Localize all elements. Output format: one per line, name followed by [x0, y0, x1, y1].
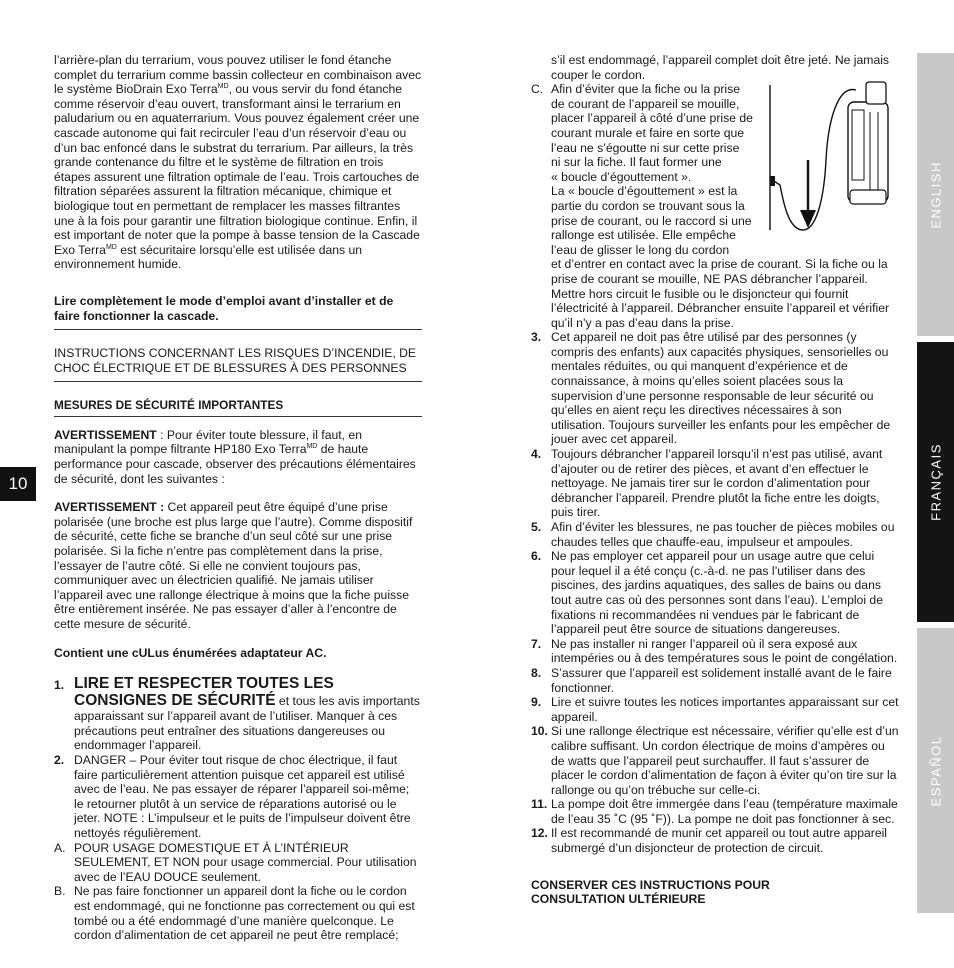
- list-item-a: A. POUR USAGE DOMESTIQUE ET À L’INTÉRIEUR SEULEMENT, ET NON pour usage commercial. Pour utilisation avec de l’EAU DOUCE seulement.: [54, 840, 417, 884]
- list-item: [531, 447, 899, 520]
- list-item-text: Ne pas employer cet appareil pour un usage autre que celui pour lequel il a été conçu (c.-à-d. ne pas l’utiliser dans des piscines, des jardins aquatiques, des salles de bains ou dans tout autre cas où des personnes sont dans l’eau). L’emploi de fixations ni recommandées ni vendues par le fabricant de l’appareil peut être source de situations dangereuses.: [551, 549, 883, 637]
- list-item-1: 1. LIRE ET RESPECTER TOUTES LES CONSIGNES DE SÉCURITÉ et tous les avis importants apparaissant sur l’appareil avant de l’utiliser. Manquer à ces précautions peut entraîner des situations dangereuses ou endommager l’appareil.: [54, 675, 420, 753]
- safety-heading: MESURES DE SÉCURITÉ IMPORTANTES: [54, 398, 284, 413]
- keep-instructions: CONSERVER CES INSTRUCTIONS POUR CONSULTATION ULTÉRIEURE: [531, 877, 770, 907]
- list-item-text: Si une rallonge électrique est nécessaire, vérifier qu’elle est d’un calibre suffisant. Un cordon électrique de moins d’ampères ou de watts que l’appareil peut surchauffer. Il faut s’assurer de placer le cordon d’alimentation de façon à éviter qu’on tire sur la rallonge ou qu’on trébuche sur celle-ci.: [551, 724, 899, 797]
- list-item: [531, 549, 899, 637]
- item-c-line: l’eau ne s’égoutte ni sur cette prise: [551, 140, 740, 155]
- list-item-text: S’assurer que l’appareil est solidement installé avant de le faire fonctionner.: [551, 665, 892, 695]
- divider: [54, 381, 422, 382]
- tab-english[interactable]: ENGLISH: [917, 53, 954, 336]
- read-manual-notice: Lire complètement le mode d’emploi avant d’installer et de faire fonctionner la cascade.: [54, 293, 394, 323]
- list-item: [531, 666, 899, 695]
- list-item-number: 10.: [531, 724, 548, 739]
- list-item-number: 6.: [531, 549, 542, 564]
- list-item: [531, 797, 899, 826]
- list-item-number: 4.: [531, 447, 542, 462]
- list-item: [531, 637, 899, 666]
- tab-francais[interactable]: FRANÇAIS: [917, 342, 954, 622]
- item-c-line: « boucle d’égouttement ».: [551, 169, 692, 184]
- warning-paragraph-2: AVERTISSEMENT : Cet appareil peut être équipé d’une prise polarisée (une broche est plus large que l’autre). Comme dispositif de sécurité, cette fiche se branche d’un seul côté sur une prise polarisée. Si la fiche n’entre pas complètement dans la prise, l’essayer de l’autre côté. Si elle ne convient toujours pas, communiquer avec un électricien qualifié. Ne jamais utiliser l’appareil avec une rallonge électrique à moins que la fiche puisse être entièrement insérée. Ne pas essayer d’aller à l’encontre de cette mesure de sécurité.: [54, 500, 413, 631]
- item-c-line: La « boucle d’égouttement » est la: [551, 184, 738, 199]
- page-number: 10: [0, 467, 36, 501]
- intro-paragraph: l’arrière-plan du terrarium, vous pouvez utiliser le fond étanche complet du terrarium comme bassin collecteur en combinaison avec le système BioDrain Exo Terra$^{MD}$, ou vous servir du fond étanche comme réservoir d’eau ouvert, transformant ainsi le terrarium en paludarium ou en aquaterrarium. Vous pouvez également créer une cascade autonome qui fait recirculer l’eau d’un réservoir d’eau ou d’un bac enfoncé dans le substrat du terrarium. Par ailleurs, la très grande contenance du filtre et le système de filtration en trois étapes assurent une filtration optimale de l’eau. Trois cartouches de filtration séparées assurent la filtration mécanique, chimique et biologique tout en permettant de remplacer les masses filtrantes une à la fois pour garantir une filtration biologique continue. Enfin, il est important de noter que la pompe à basse tension de la Cascade Exo Terra$^{MD}$ est sécuritaire lorsqu’elle est utilisée dans un environnement humide.: [54, 53, 422, 272]
- item-c-line: prise de courant, ou le raccord si une: [551, 213, 752, 228]
- list-item-text: Toujours débrancher l’appareil lorsqu’il n’est pas utilisé, avant d’ajouter ou de retirer des pièces, et avant d’en effectuer le nettoyage. Ne jamais tirer sur le cordon d’alimentation pour débrancher l’appareil. Prendre plutôt la fiche entre les doigts, puis tirer.: [551, 447, 883, 520]
- item-c-line: rallonge est utilisée. Elle empêche: [551, 228, 736, 243]
- list-item-2: 2. DANGER – Pour éviter tout risque de choc électrique, il faut faire particulièrement attention puisque cet appareil est utilisé avec de l’eau. Ne pas essayer de réparer l’appareil soi-même; le retourner plutôt à un service de réparations autorisé ou le jeter. NOTE : L’impulseur et le puits de l’impulseur doivent être nettoyés régulièrement.: [54, 752, 411, 840]
- item-c-line: de courant de l’appareil se mouille,: [551, 96, 740, 111]
- list-item-b-continued: s’il est endommagé, l’appareil complet doit être jeté. Ne jamais couper le cordon.: [551, 53, 890, 82]
- divider: [54, 329, 422, 330]
- list-item-number: 8.: [531, 665, 542, 680]
- culus-notice: Contient une cULus énumérées adaptateur AC.: [54, 645, 327, 660]
- list-item-text: Afin d’éviter les blessures, ne pas toucher de pièces mobiles ou chaudes telles que chauffe-eau, impulseur et ampoules.: [551, 520, 895, 549]
- warning-paragraph-1: AVERTISSEMENT : Pour éviter toute blessure, il faut, en manipulant la pompe filtrante HP180 Exo Terra$^{MD}$ de haute performance pour cascade, observer des précautions élémentaires de sécurité, dont les suivantes :: [54, 427, 416, 486]
- item-c-line: partie du cordon se trouvant sous la: [551, 198, 745, 213]
- list-item: [531, 520, 899, 549]
- item-c-line: courant murale et faire en sorte que: [551, 125, 745, 140]
- item-c-line: ni sur la fiche. Il faut former une: [551, 155, 722, 170]
- list-item-text: La pompe doit être immergée dans l’eau (température maximale de l’eau 35 ˚C (95 ˚F)). La pompe ne doit pas fonctionner à sec.: [551, 797, 898, 826]
- list-item-number: 12.: [531, 826, 548, 841]
- list-item-number: 3.: [531, 330, 542, 345]
- list-item-number: 9.: [531, 695, 542, 710]
- list-item-number: 5.: [531, 520, 542, 534]
- list-item: [531, 330, 899, 447]
- drip-loop-illustration: [768, 80, 908, 240]
- list-item-text: Il est recommandé de munir cet appareil ou tout autre appareil submergé d’un disjoncteur de protection de circuit.: [551, 826, 888, 856]
- left-column: [54, 53, 422, 943]
- item-c-line: placer l’appareil à côté d’une prise de: [551, 111, 753, 126]
- instructions-heading: INSTRUCTIONS CONCERNANT LES RISQUES D’INCENDIE, DE CHOC ÉLECTRIQUE ET DE BLESSURES À DES PERSONNES: [54, 346, 417, 375]
- list-item-number: 7.: [531, 636, 542, 651]
- list-item-text: Lire et suivre toutes les notices importantes apparaissant sur cet appareil.: [551, 695, 899, 724]
- list-item: [531, 724, 899, 797]
- numbered-list: [531, 330, 899, 855]
- list-item-text: Cet appareil ne doit pas être utilisé par des personnes (y compris des enfants) aux capacités physiques, sensorielles ou mentales réduites, ou qui manquent d’expérience et de connaissance, à moins qu’elles soient placées sous la supervision d’une personne responsable de leur sécurité ou qu’elles en aient reçu les directives nécessaires à son utilisation. Toujours surveiller les enfants pour les empêcher de jouer avec cet appareil.: [551, 330, 891, 447]
- list-item-b: B. Ne pas faire fonctionner un appareil dont la fiche ou le cordon est endommagé, qui ne fonctionne pas correctement ou qui est tombé ou a été endommagé d’une manière quelconque. Le cordon d’alimentation de cet appareil ne peut être remplacé;: [54, 884, 415, 943]
- language-tabs: [917, 53, 954, 913]
- tab-espanol[interactable]: ESPAÑOL: [917, 628, 954, 913]
- list-item-text: Ne pas installer ni ranger l’appareil où il sera exposé aux intempéries ou à des températures sous le point de congélation.: [551, 636, 898, 666]
- divider: [54, 416, 422, 417]
- list-item-c: C. Afin d’éviter que la fiche ou la prise de courant de l’appareil se mouille, placer l’appareil à côté d’une prise de courant murale et faire en sorte que l’eau ne s’égoutte ni sur cette prise ni sur la fiche. Il faut former une « boucle d’égouttement ». La « boucle d’égouttement » est la partie du cordon se trouvant sous la prise de courant, ou le raccord si une rallonge est utilisée. Elle empêche l’eau de glisser le long du cordon et d’entrer en contact avec la prise de courant. Si la fiche ou la prise de courant se mouille, NE PAS débrancher l’appareil. Mettre hors circuit le fusible ou le disjoncteur qui fournit l’électricité à l’appareil. Débrancher ensuite l’appareil et vérifier qu’il n’y a pas d’eau dans la prise.: [531, 82, 899, 330]
- item-c-line: Afin d’éviter que la fiche ou la prise: [551, 82, 741, 97]
- list-item: [531, 695, 899, 724]
- item-c-line: l’eau de glisser le long du cordon: [551, 242, 730, 257]
- list-item-number: 11.: [531, 797, 548, 812]
- list-item: [531, 826, 899, 855]
